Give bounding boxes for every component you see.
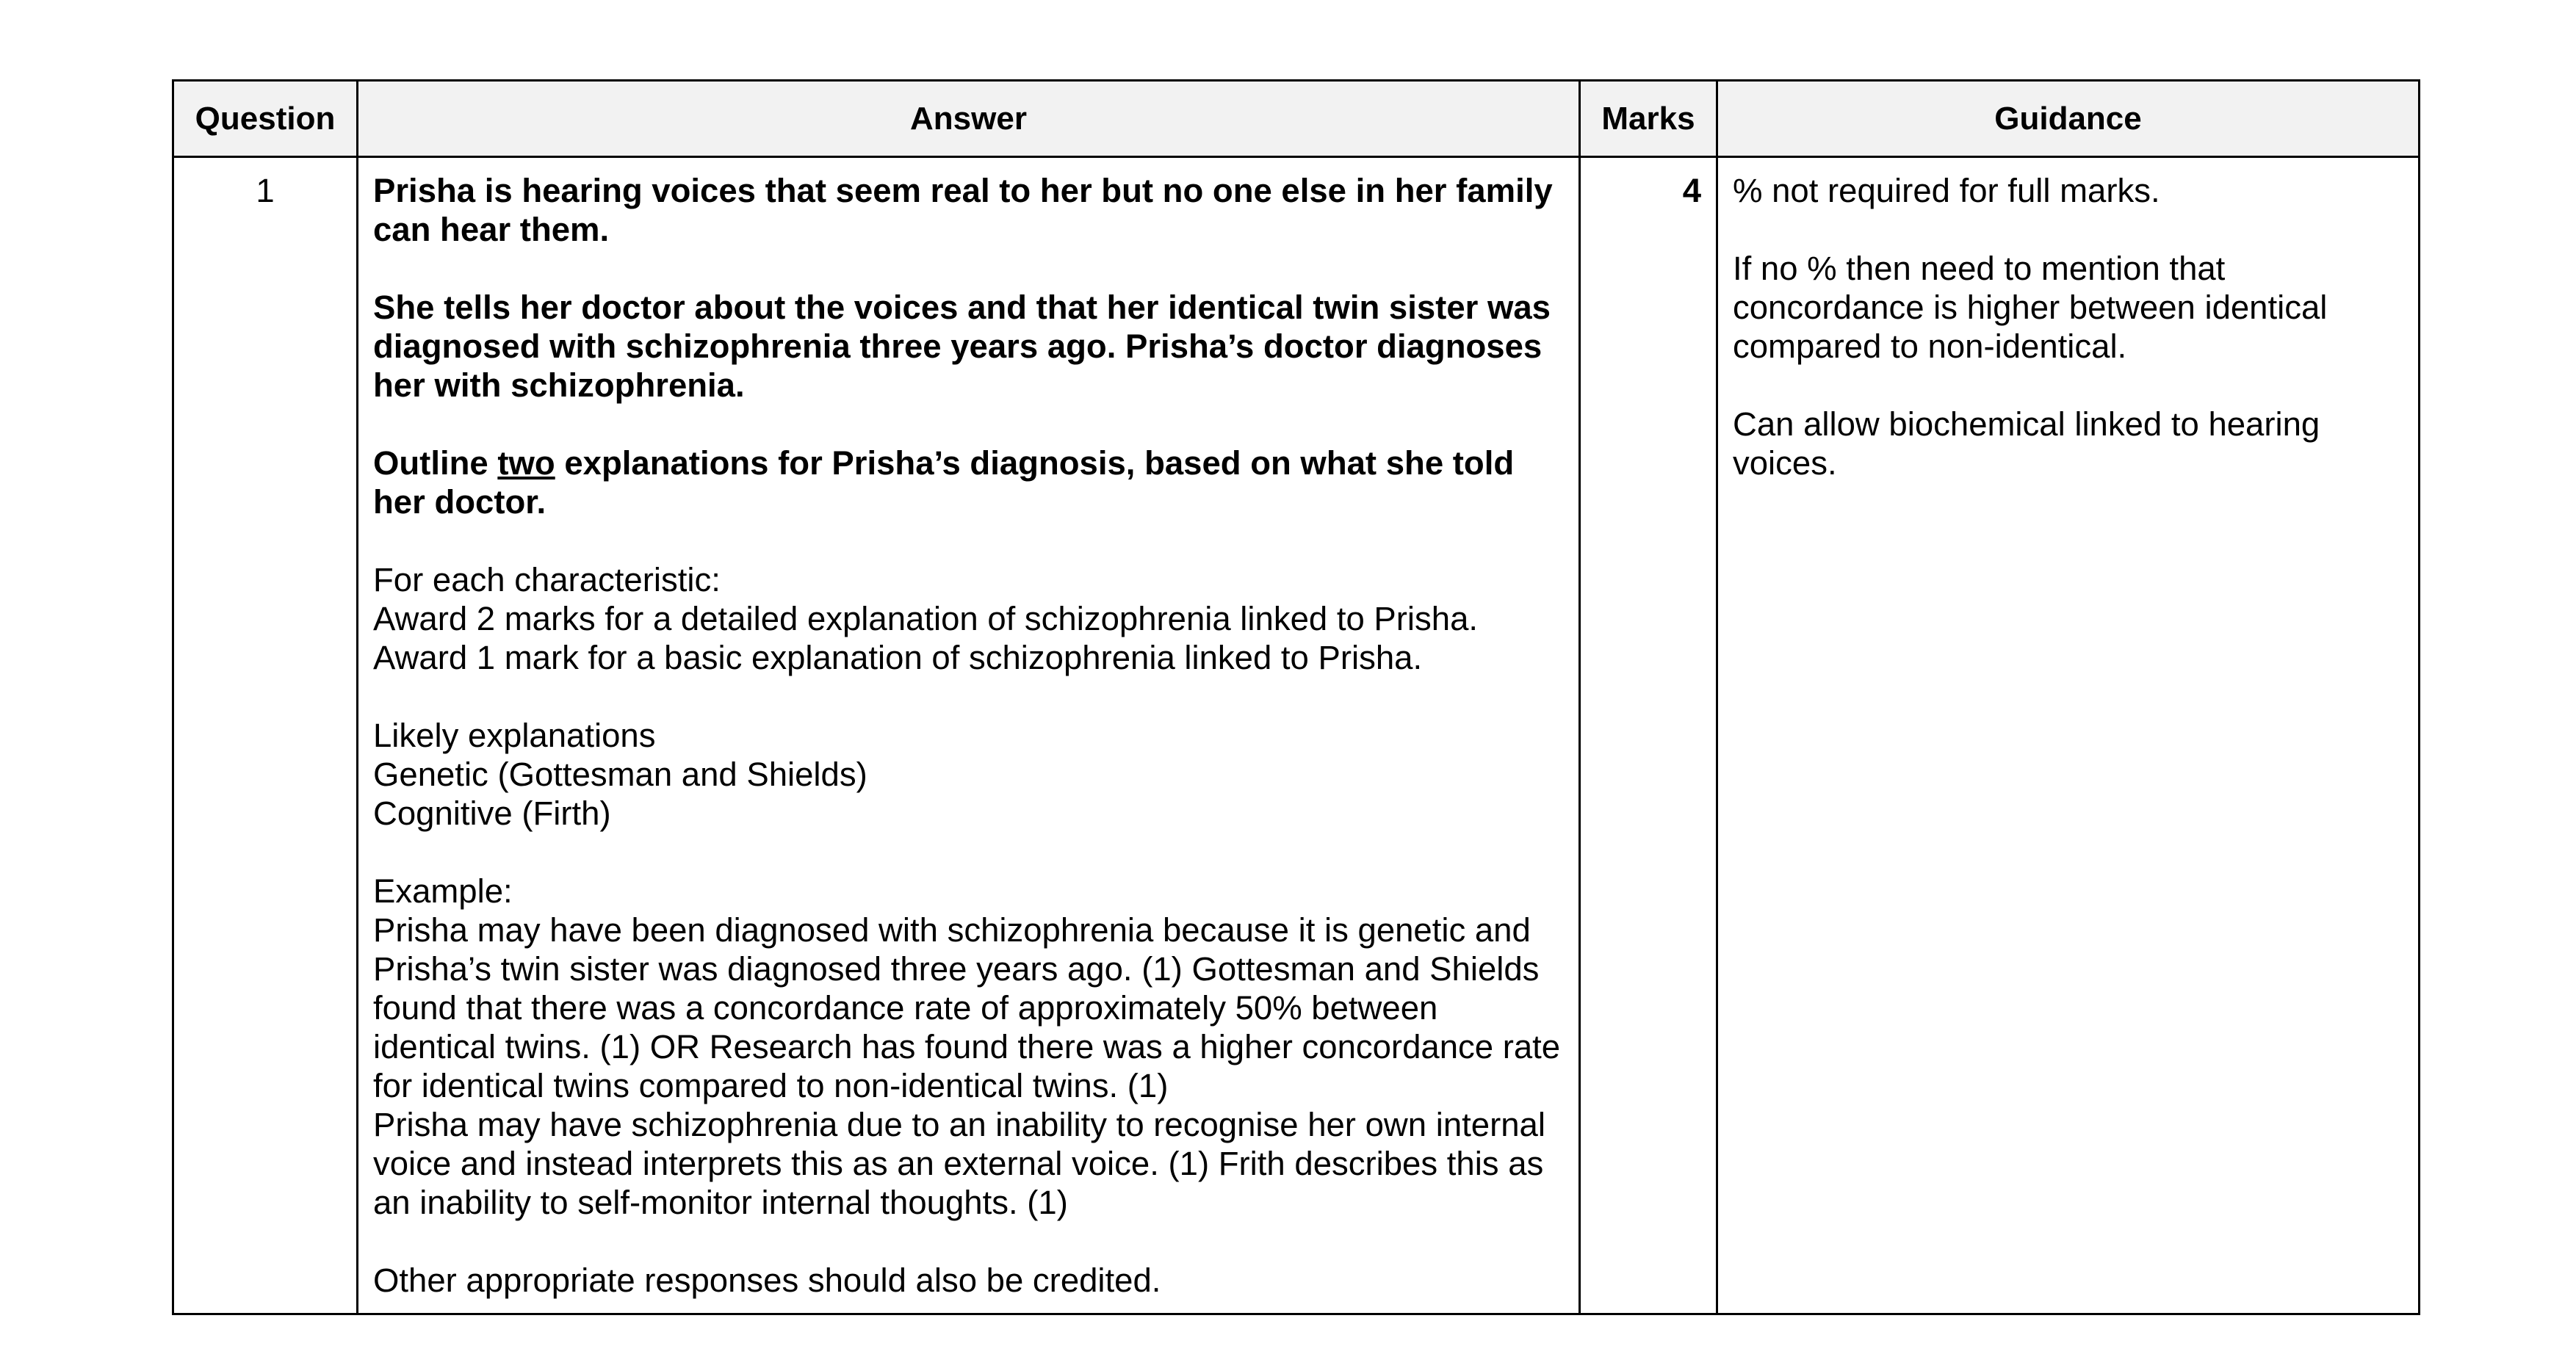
marks-header: Marks [1580,81,1717,157]
marks-value: 4 [1580,157,1717,1314]
likely-heading: Likely explanations [373,717,656,754]
example-paragraph-1: Prisha may have been diagnosed with schizophrenia because it is genetic and Prisha’s twin sister was diagnosed three years ago. (1) Gottesman and Shields found that there was a concordance rate of approximately 50% between identical twins. (1) OR Research has found there was a higher concordance rate for identical twins compared to non-identical twins. (1) [373,911,1561,1104]
example-paragraph-2: Prisha may have schizophrenia due to an inability to recognise her own internal voice and instead interprets this as an external voice. (1) Frith describes this as an inability to self-monitor internal thoughts. (1) [373,1106,1545,1221]
mark-scheme-table [172,79,2420,1315]
header-row [173,81,2420,157]
guidance-note-1: % not required for full marks. [1733,172,2160,209]
answer-header: Answer [358,81,1580,157]
criteria-line-1: Award 2 marks for a detailed explanation of schizophrenia linked to Prisha. [373,600,1479,637]
question-task [373,444,1564,521]
question-number: 1 [173,157,358,1314]
answer-cell [358,157,1580,1314]
task-text-after: explanations for Prisha’s diagnosis, based on what she told her doctor. [373,444,1515,521]
question-stem-1: Prisha is hearing voices that seem real to her but no one else in her family can hear them. [373,172,1553,248]
other-responses-note: Other appropriate responses should also be credited. [373,1262,1161,1299]
question-stem-2: She tells her doctor about the voices and that her identical twin sister was diagnosed with schizophrenia three years ago. Prisha’s doctor diagnoses her with schizophrenia. [373,289,1551,404]
likely-explanation-2: Cognitive (Firth) [373,795,611,832]
task-text-before: Outline [373,444,498,482]
likely-explanation-1: Genetic (Gottesman and Shields) [373,756,867,793]
guidance-note-3: Can allow biochemical linked to hearing voices. [1733,405,2320,482]
table-row [173,157,2420,1314]
task-underlined-word: two [497,444,555,482]
example-heading: Example: [373,872,513,910]
question-header: Question [173,81,358,157]
criteria-heading: For each characteristic: [373,561,721,598]
guidance-cell [1717,157,2420,1314]
guidance-header: Guidance [1717,81,2420,157]
guidance-note-2: If no % then need to mention that concordance is higher between identical compared to non-identical. [1733,250,2328,365]
criteria-line-2: Award 1 mark for a basic explanation of schizophrenia linked to Prisha. [373,639,1423,676]
